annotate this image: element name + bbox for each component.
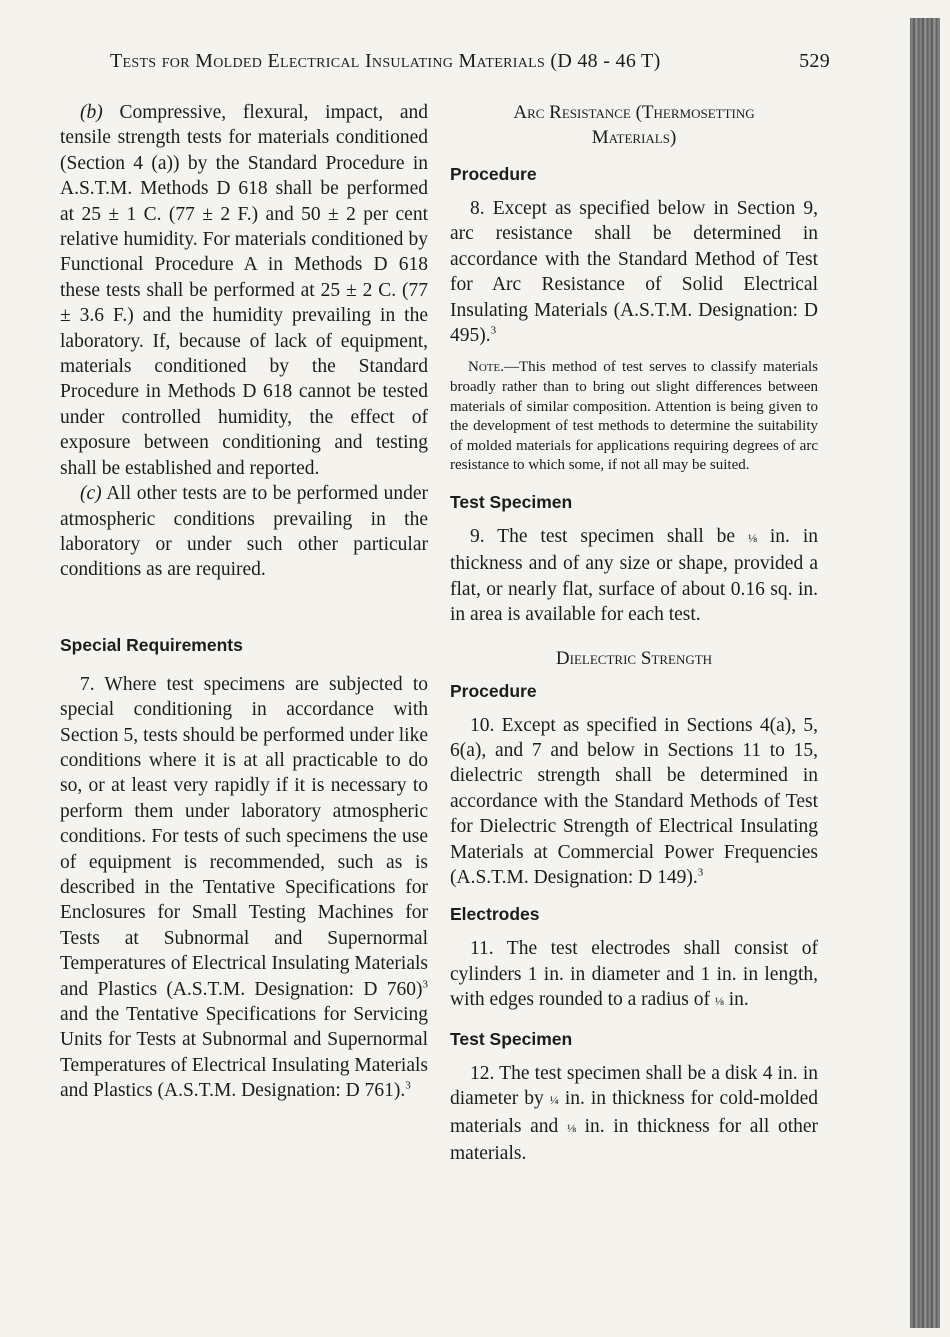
paragraph-b-label: (b) — [80, 102, 103, 123]
paragraph-7-continued: and the Tentative Specifications for Servicing Units for Tests at Subnormal and Supernormal Temperatures of Electrical Insulating Materials and Plastics (A.S.T.M. Designation: D 761). — [60, 1004, 428, 1102]
note-label: Note. — [468, 359, 504, 376]
procedure-heading-1: Procedure — [450, 164, 537, 184]
paragraph-11-text-a: 11. The test electrodes shall consist of cylinders 1 in. in diameter and 1 in. in length, with edges rounded to a radius of — [450, 938, 818, 1011]
footnote-ref: 3 — [422, 978, 428, 991]
special-requirements-heading: Special Requirements — [60, 634, 243, 655]
fraction: ⅛ — [714, 994, 724, 1009]
left-column — [60, 100, 428, 1104]
note-paragraph — [450, 358, 818, 476]
paragraph-8-text: 8. Except as specified below in Section 9, arc resistance shall be determined in accordance with the Standard Method of Test for Arc Resistance of Solid Electrical Insulating Materials (A.S.T.M. Designation: D 495). — [450, 198, 818, 347]
paragraph-c — [60, 481, 428, 583]
paragraph-12-text-a: 12. The test specimen shall be a disk 4 in. in diameter by — [450, 1062, 818, 1110]
dielectric-strength-title: Dielectric Strength — [555, 647, 713, 669]
fraction: ⅛ — [566, 1120, 576, 1135]
running-header — [110, 50, 830, 73]
paragraph-9-text-a: 9. The test specimen shall be — [470, 526, 736, 547]
paragraph-b — [60, 100, 428, 481]
footnote-ref: 3 — [697, 866, 704, 879]
paragraph-12-text-c: in. in thickness for all other materials. — [450, 1115, 819, 1164]
fraction: ¼ — [549, 1093, 559, 1108]
book-spine-shadow — [910, 18, 940, 1328]
paragraph-7-text: 7. Where test specimens are subjected to special conditioning in accordance with Section 5, tests should be performed under like conditions where it is at all practicable to do so, or at least very rapidly if it is necessary to perform them under laboratory atmospheric conditions. For tests of such specimens the use of equipment is recommended, such as is described in the Tentative Specifications for Enclosures for Small Testing Machines for Tests at Subnormal and Supernormal Temperatures of Electrical Insulating Materials and Plastics (A.S.T.M. Designation: D 760) — [60, 673, 428, 1000]
paragraph-11 — [450, 936, 818, 1014]
paragraph-9-text-b: in. in thickness and of any size or shape, provided a flat, or nearly flat, surface of about 0.16 sq. in. in area is available for each test. — [450, 526, 819, 626]
right-column — [450, 100, 818, 1166]
paragraph-10 — [450, 713, 818, 891]
paragraph-7 — [60, 672, 428, 1104]
paragraph-c-text: All other tests are to be performed under atmospheric conditions prevailing in the laboratory or under such other particular conditions as are required. — [60, 483, 428, 581]
paragraph-12 — [450, 1061, 818, 1167]
procedure-heading-2: Procedure — [450, 680, 537, 701]
note-text: —This method of test serves to classify materials broadly rather than to bring out slight differences between materials of similar composition. Attention is being given to the development of test methods to determine the suitability of molded materials for applications requiring degrees of arc resistance to which some, if not all may be suited. — [450, 359, 818, 474]
paragraph-9 — [450, 524, 818, 628]
electrodes-heading: Electrodes — [450, 904, 540, 925]
paragraph-12-text-b: in. in thickness for cold-molded materials and — [450, 1088, 819, 1137]
arc-resistance-title-line1: Arc Resistance (Thermosetting — [513, 102, 755, 123]
paragraph-10-text: 10. Except as specified in Sections 4(a), 5, 6(a), and 7 and below in Sections 11 to 15, dielectric strength shall be determined in accordance with the Standard Methods of Test for Dielectric Strength of Electrical Insulating Materials at Commercial Power Frequencies (A.S.T.M. Designation: D 149). — [450, 714, 818, 889]
paragraph-c-label: (c) — [80, 483, 102, 505]
running-title: Tests for Molded Electrical Insulating Materials (D 48 - 46 T) — [110, 50, 661, 72]
arc-resistance-title-line2: Materials) — [591, 127, 677, 148]
paragraph-11-text-b: in. — [728, 989, 749, 1011]
paragraph-b-text: Compressive, flexural, impact, and tensile strength tests for materials conditioned (Section 4 (a)) by the Standard Procedure in A.S.T.M. Methods D 618 shall be performed at 25 ± 1 C. (77 ± 2 F.) and 50 ± 2 per cent relative humidity. For materials conditioned by Functional Procedure A in Methods D 618 these tests shall be performed at 25 ± 2 C. (77 ± 3.6 F.) and the humidity prevailing in the laboratory. If, because of lack of equipment, materials conditioned by the Standard Procedure in Methods D 618 cannot be tested under controlled humidity, the effect of exposure between conditioning and testing shall be established and reported. — [60, 102, 428, 479]
footnote-ref: 3 — [405, 1079, 411, 1092]
page-number: 529 — [799, 50, 830, 72]
paragraph-8 — [450, 196, 818, 348]
arc-resistance-title — [450, 100, 818, 150]
fraction: ⅛ — [747, 531, 757, 545]
test-specimen-heading-2: Test Specimen — [450, 1028, 573, 1049]
test-specimen-heading-1: Test Specimen — [450, 492, 573, 512]
footnote-ref: 3 — [490, 324, 497, 337]
